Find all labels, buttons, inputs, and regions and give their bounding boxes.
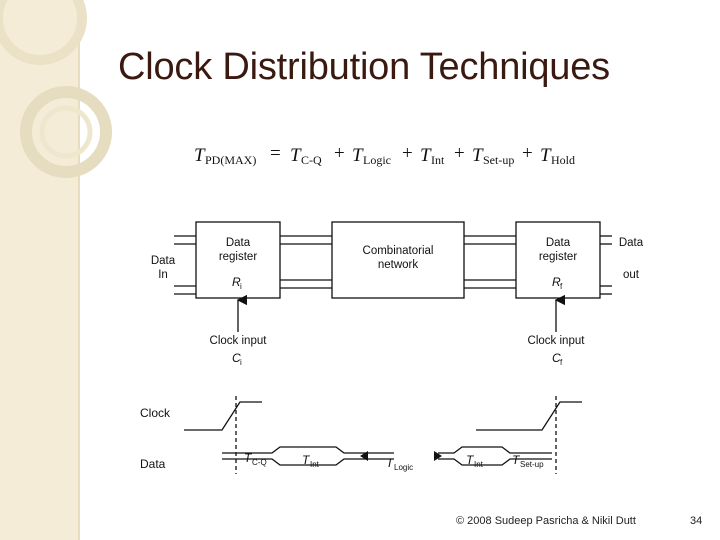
deco-ring-inner: [42, 108, 90, 156]
slide-number: 34: [690, 515, 703, 527]
comb-line1: Combinatorial: [362, 245, 434, 257]
eq-term-2-main: T: [352, 145, 363, 166]
footer-copyright: © 2008 Sudeep Pasricha & Nikil Dutt: [456, 515, 636, 527]
reg-out-line2: register: [538, 251, 578, 263]
eq-plus-5: +: [522, 143, 533, 164]
eq-lhs-sub: PD(MAX): [205, 153, 257, 167]
interval-2-main: T: [302, 453, 310, 467]
clock-out-symbol-sub: f: [560, 358, 563, 367]
interval-2-sub: Int: [310, 460, 319, 469]
eq-plus-3: +: [454, 143, 465, 164]
interval-4-main: T: [466, 453, 474, 467]
interval-5-main: T: [512, 453, 520, 467]
eq-term-1-sub: C-Q: [301, 153, 322, 167]
clock-in-symbol: C: [232, 351, 241, 365]
eq-term-3-main: T: [420, 145, 431, 166]
reg-in-symbol: R: [232, 275, 241, 289]
eq-term-1-main: T: [290, 145, 301, 166]
reg-in-line1: Data: [225, 237, 251, 249]
eq-term-5-main: T: [540, 145, 551, 166]
eq-term-5-sub: Hold: [551, 153, 575, 167]
interval-4-sub: Int: [474, 460, 483, 469]
interval-1-main: T: [244, 451, 252, 465]
timing-diagram-figure: [132, 134, 644, 476]
clock-in-label: Clock input: [209, 335, 267, 347]
reg-out-symbol: R: [552, 275, 561, 289]
timing-equation: [194, 143, 575, 167]
clock-waveform-2: [476, 402, 582, 430]
deco-ring-top: [0, 0, 82, 60]
data-in-line1: Data: [150, 255, 176, 267]
clock-waveform-1: [184, 402, 262, 430]
deco-ring-middle: [26, 92, 106, 172]
timing-labels: [140, 406, 544, 472]
eq-term-3-sub: Int: [431, 153, 445, 167]
data-out-line2: out: [623, 269, 639, 281]
clock-out-symbol: C: [552, 351, 561, 365]
clock-out-label: Clock input: [527, 335, 585, 347]
eq-lhs-main: T: [194, 145, 205, 166]
data-in-line2: In: [158, 269, 168, 281]
data-row-label: Data: [140, 457, 166, 471]
data-out-line1: Data: [618, 237, 644, 249]
reg-out-symbol-sub: f: [560, 282, 563, 291]
eq-plus-1: +: [334, 143, 345, 164]
comb-line2: network: [377, 259, 419, 271]
data-wave-seg-1-top: [222, 447, 292, 453]
interval-5-sub: Set-up: [520, 460, 544, 469]
interval-3-main: T: [386, 456, 394, 470]
clock-row-label: Clock: [140, 406, 171, 420]
interval-1-sub: C-Q: [252, 458, 267, 467]
eq-equals: =: [270, 143, 281, 164]
slide-title: Clock Distribution Techniques: [118, 46, 610, 88]
reg-out-line1: Data: [545, 237, 571, 249]
clock-in-symbol-sub: i: [240, 358, 242, 367]
interval-3-sub: Logic: [394, 463, 414, 472]
eq-term-4-sub: Set-up: [483, 153, 515, 167]
eq-plus-2: +: [402, 143, 413, 164]
reg-in-symbol-sub: i: [240, 282, 242, 291]
eq-term-2-sub: Logic: [363, 153, 391, 167]
eq-term-4-main: T: [472, 145, 483, 166]
reg-in-line2: register: [218, 251, 258, 263]
decorative-rings: [0, 0, 140, 220]
